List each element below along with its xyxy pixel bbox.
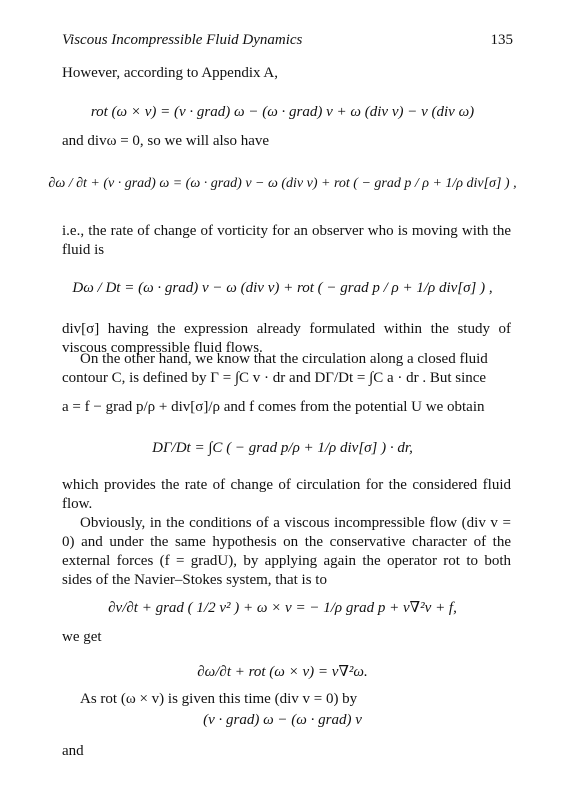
equation-last: (v · grad) ω − (ω · grad) v: [203, 712, 362, 728]
paragraph-since: a = f − grad p/ρ + div[σ]/ρ and f comes from the potential U we obtain: [62, 399, 485, 415]
equation-circulation: DΓ/Dt = ∫C ( − grad p/ρ + 1/ρ div[σ] ) · dr,: [152, 440, 413, 456]
equation-vorticity-transport: ∂ω / ∂t + (v · grad) ω = (ω · grad) v − ω (div v) + rot ( − grad p / ρ + 1/ρ div[σ] ) ,: [48, 176, 517, 191]
page-number: 135: [490, 32, 513, 48]
equation-curl-identity: rot (ω × v) = (v · grad) ω − (ω · grad) v + ω (div v) − v (div ω): [90, 104, 475, 120]
paragraph-which: which provides the rate of change of circulation for the considered fluid flow.: [62, 477, 511, 512]
paragraph-other-hand-line1: On the other hand, we know that the circulation along a closed fluid: [80, 351, 488, 367]
page-header: [62, 32, 513, 52]
paragraph-div-sigma: div[σ] having the expression already formulated within the study of viscous compressible fluid flows.: [62, 321, 511, 356]
paragraph-other-hand-line2: contour C, is defined by Γ = ∫C v · dr and DΓ/Dt = ∫C a · dr . But since: [62, 370, 487, 386]
paragraph-ie: i.e., the rate of change of vorticity for an observer who is moving with the fluid is: [62, 223, 511, 258]
paragraph-we-get: we get: [62, 629, 102, 645]
paragraph-and: and: [62, 743, 84, 759]
equation-material-derivative: Dω / Dt = (ω · grad) v − ω (div v) + rot ( − grad p / ρ + 1/ρ div[σ] ) ,: [72, 280, 493, 296]
paragraph-obviously: Obviously, in the conditions of a viscous incompressible flow (div v = 0) and under the same hypothesis on the conservative character of the external forces (f = gradU), by applying again the operator rot to both sides of the Navier–Stokes system, that is to: [62, 515, 511, 588]
equation-vorticity-result: ∂ω/∂t + rot (ω × v) = ν∇²ω.: [197, 664, 368, 680]
equation-navier-stokes: ∂v/∂t + grad ( 1/2 v² ) + ω × v = − 1/ρ grad p + ν∇²v + f,: [108, 600, 457, 616]
running-title: Viscous Incompressible Fluid Dynamics: [62, 32, 303, 48]
paragraph-as-rot: As rot (ω × v) is given this time (div v = 0) by: [80, 691, 358, 707]
paragraph-and-div: and divω = 0, so we will also have: [62, 133, 270, 149]
paragraph-however: However, according to Appendix A,: [62, 65, 279, 81]
